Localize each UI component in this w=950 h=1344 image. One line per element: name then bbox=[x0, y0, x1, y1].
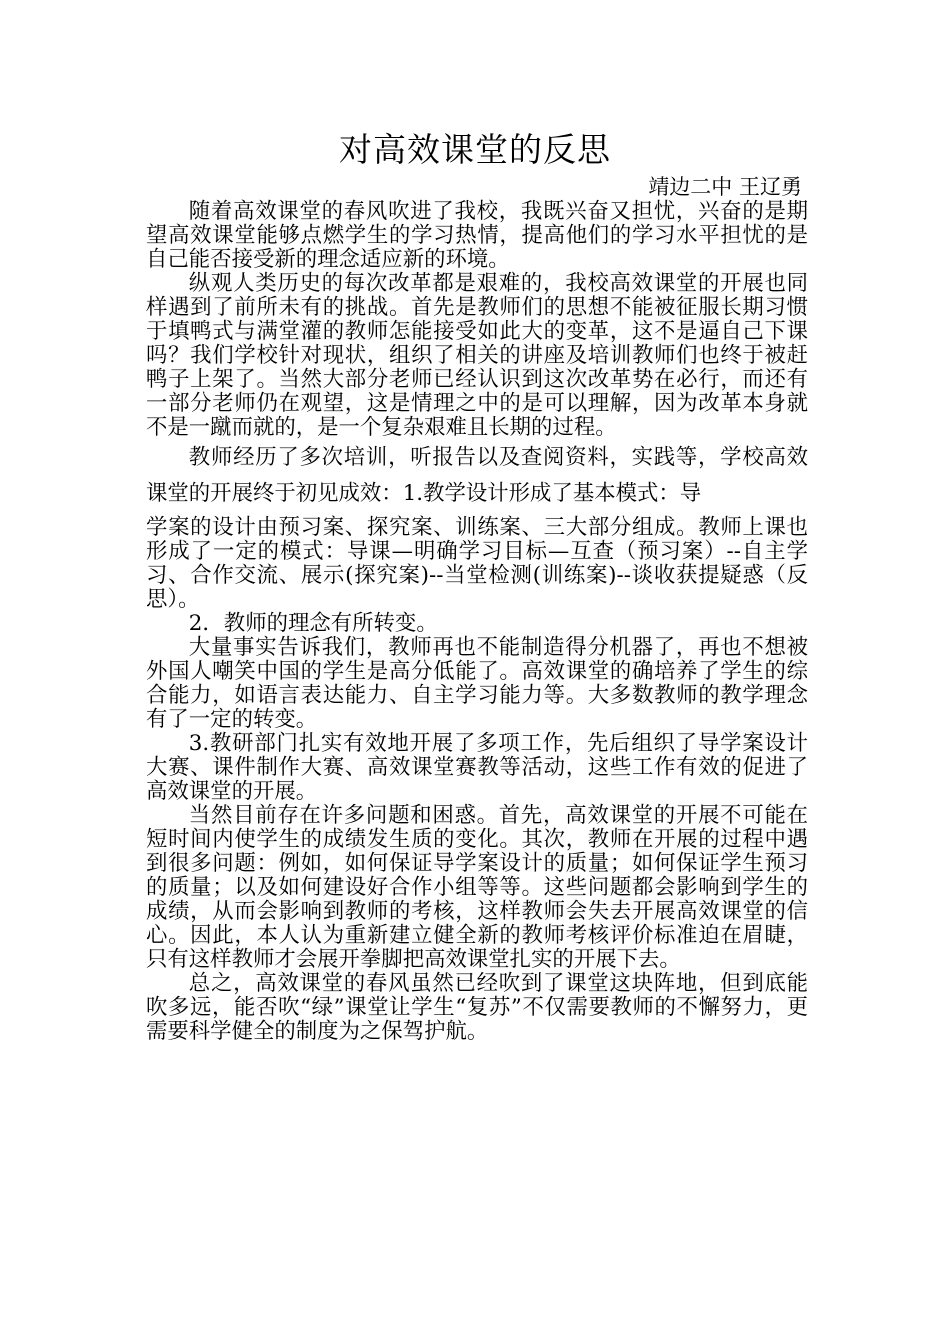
document-title: 对高效课堂的反思 bbox=[339, 130, 611, 169]
paragraph-2: 纵观人类历史的每次改革都是艰难的，我校高效课堂的开展也同样遇到了前所未有的挑战。首先是教师们的思想不能被征服长期习惯于填鸭式与满堂灌的教师怎能接受如此大的变革，这不是逼自己下课吗？我们学校针对现状，组织了相关的讲座及培训教师们也终于被赶鸭子上架了。当然大部分老师已经认识到这次改革势在必行，而还有一部分老师仍在观望，这是情理之中的是可以理解，因为改革本身就不是一蹴而就的，是一个复杂艰难且长期的过程。 bbox=[146, 271, 808, 440]
document-body bbox=[146, 200, 808, 1044]
paragraph-9: 总之，高效课堂的春风虽然已经吹到了课堂这块阵地，但到底能吹多远，能否吹“绿”课堂让学生“复苏”不仅需要教师的不懈努力，更需要科学健全的制度为之保驾护航。 bbox=[146, 971, 808, 1044]
paragraph-6: 大量事实告诉我们，教师再也不能制造得分机器了，再也不想被外国人嘲笑中国的学生是高分低能了。高效课堂的确培养了学生的综合能力，如语言表达能力、自主学习能力等。大多数教师的教学理念有了一定的转变。 bbox=[146, 635, 808, 732]
paragraph-8: 当然目前存在许多问题和困惑。首先，高效课堂的开展不可能在短时间内使学生的成绩发生质的变化。其次，教师在开展的过程中遇到很多问题：例如，如何保证导学案设计的质量；如何保证学生预习的质量；以及如何建设好合作小组等等。这些问题都会影响到学生的成绩，从而会影响到教师的考核，这样教师会失去开展高效课堂的信心。因此，本人认为重新建立健全新的教师考核评价标准迫在眉睫，只有这样教师才会展开拳脚把高效课堂扎实的开展下去。 bbox=[146, 803, 808, 972]
document-author: 靖边二中 王辽勇 bbox=[648, 175, 802, 199]
paragraph-7: 3.教研部门扎实有效地开展了多项工作，先后组织了导学案设计大赛、课件制作大赛、高效课堂赛教等活动，这些工作有效的促进了高效课堂的开展。 bbox=[146, 731, 808, 804]
paragraph-5: 2．教师的理念有所转变。 bbox=[188, 611, 438, 636]
paragraph-1: 随着高效课堂的春风吹进了我校，我既兴奋又担忧，兴奋的是期望高效课堂能够点燃学生的学习热情，提高他们的学习水平担忧的是自己能否接受新的理念适应新的环境。 bbox=[146, 199, 808, 272]
paragraph-3: 教师经历了多次培训，听报告以及查阅资料，实践等，学校高效课堂的开展终于初见成效：1.教学设计形成了基本模式：导 bbox=[146, 445, 808, 506]
paragraph-4: 学案的设计由预习案、探究案、训练案、三大部分组成。教师上课也形成了一定的模式：导课—明确学习目标—互查（预习案）--自主学习、合作交流、展示(探究案)--当堂检测(训练案)--谈收获提疑惑（反思）。 bbox=[146, 515, 808, 612]
